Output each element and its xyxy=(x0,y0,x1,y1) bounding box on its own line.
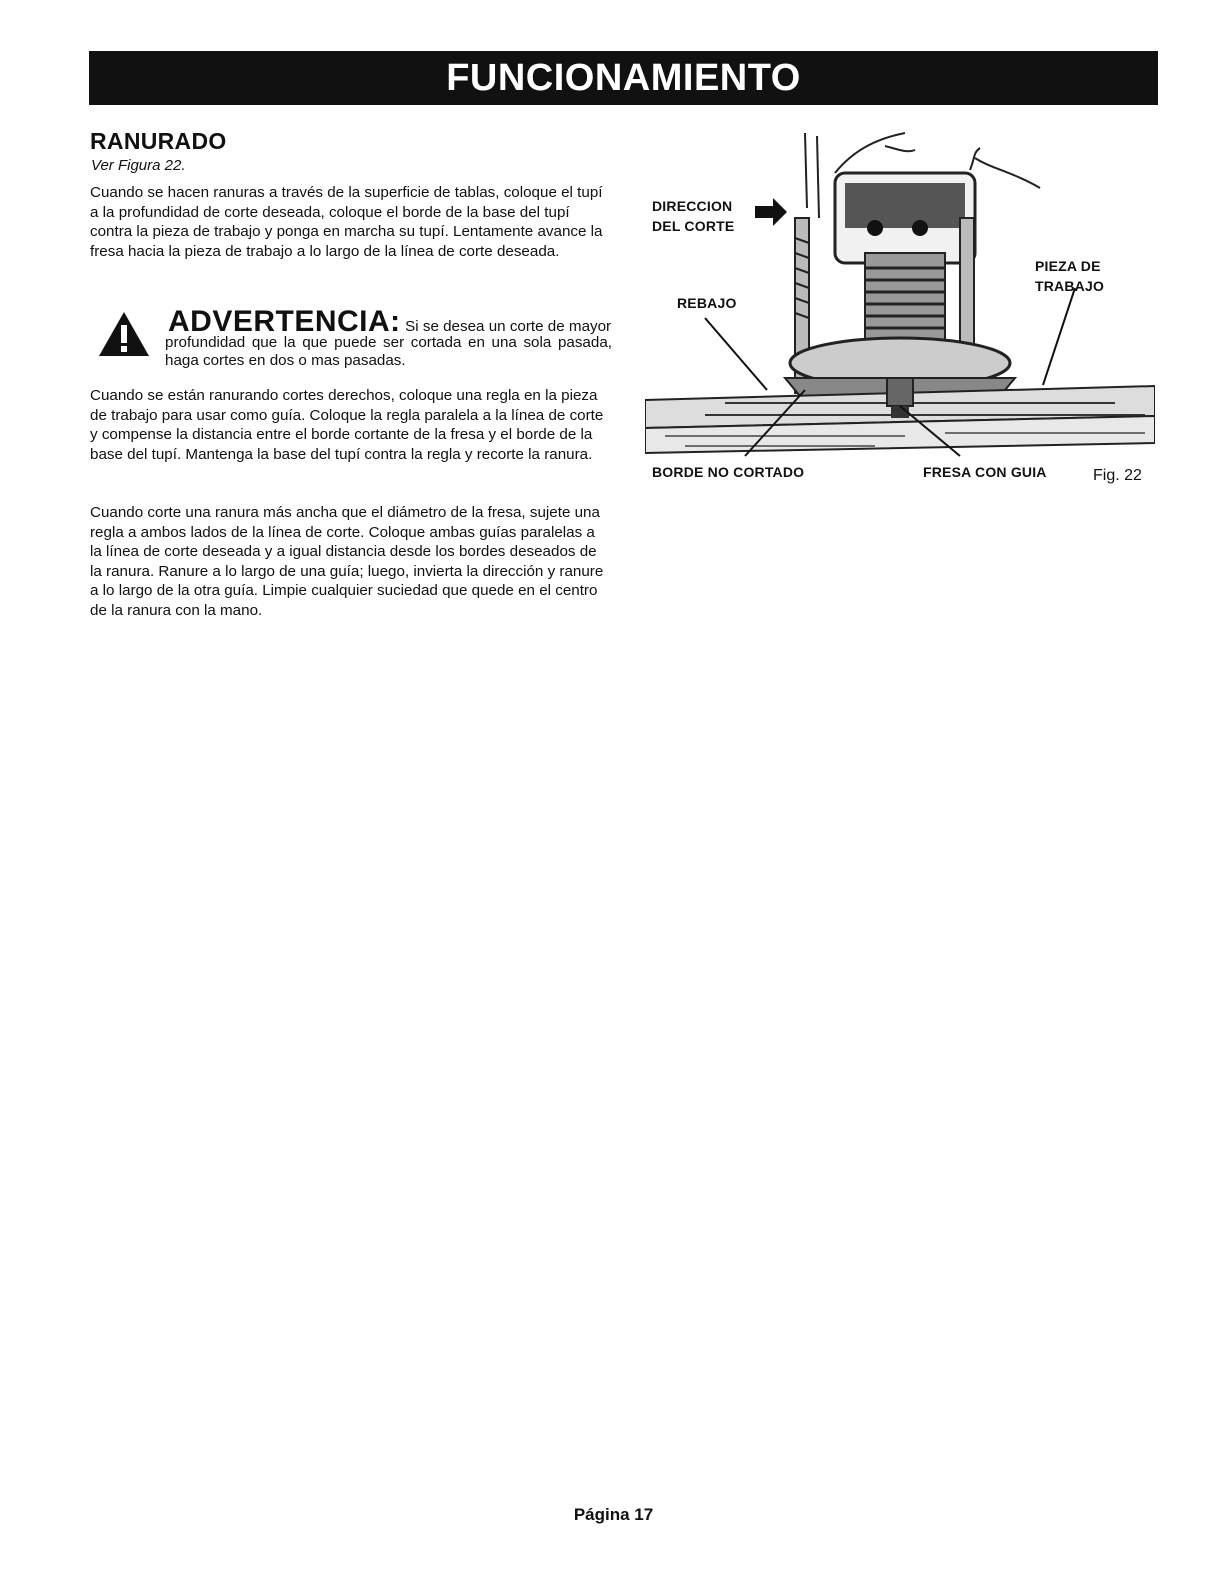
warning-title: ADVERTENCIA: xyxy=(168,305,401,338)
section-heading: RANURADO xyxy=(90,128,227,154)
section-banner xyxy=(89,51,1158,105)
label-pilot-bit: FRESA CON GUIA xyxy=(923,464,1047,480)
label-direction-line2: DEL CORTE xyxy=(652,218,735,234)
label-workpiece-line1: PIEZA DE xyxy=(1035,258,1101,274)
label-rabbet: REBAJO xyxy=(677,295,737,311)
figure-caption: Fig. 22 xyxy=(1093,467,1142,484)
router-figure xyxy=(645,128,1155,493)
label-direction-line1: DIRECCION xyxy=(652,198,733,214)
warning-triangle-icon xyxy=(98,311,150,357)
figure-reference: Ver Figura 22. xyxy=(91,157,186,174)
label-uncut-edge: BORDE NO CORTADO xyxy=(652,464,805,480)
banner-title: FUNCIONAMIENTO xyxy=(89,55,1158,101)
paragraph-2: Cuando se están ranurando cortes derechos, coloque una regla en la pieza de trabajo para usar como guía. Coloque la regla paralela a la línea de corte y compense la distancia entre el borde cortante de la fresa y el borde de la base del tupí. Mantenga la base del tupí contra la regla y recorte la ranura. xyxy=(90,387,604,463)
page-number: Página 17 xyxy=(573,1505,654,1524)
warning-lead: Si se desea un corte de mayor xyxy=(405,318,612,335)
warning-body: profundidad que la que puede ser cortada en una sola pasada, haga cortes en dos o mas pasadas. xyxy=(165,334,612,370)
paragraph-1: Cuando se hacen ranuras a través de la superficie de tablas, coloque el tupí a la profundidad de corte deseada, coloque el borde de la base del tupí contra la pieza de trabajo y ponga en marcha su tupí. Lentamente avance la fresa hacia la pieza de trabajo a lo largo de la línea de corte deseada. xyxy=(90,184,603,260)
paragraph-3: Cuando corte una ranura más ancha que el diámetro de la fresa, sujete una regla a ambos lados de la línea de corte. Coloque ambas guías paralelas a la línea de corte deseada y a igual distancia desde los bordes deseados de la ranura. Ranure a lo largo de una guía; luego, invierta la dirección y ranure a lo largo de la otra guía. Limpie cualquier suciedad que quede en el centro de la ranura con la mano. xyxy=(90,504,604,619)
label-workpiece-line2: TRABAJO xyxy=(1035,278,1105,294)
